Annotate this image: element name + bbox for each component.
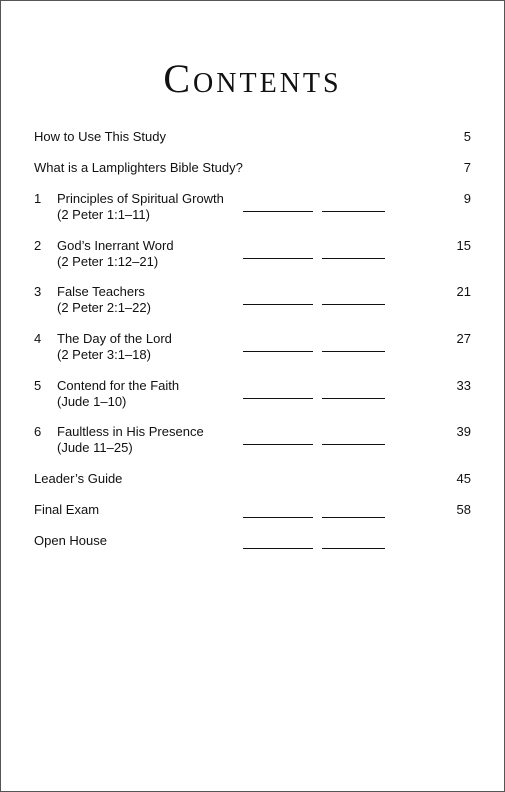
- toc-entry-title: Leader’s Guide: [34, 471, 123, 486]
- lesson-title: Principles of Spiritual Growth: [57, 191, 224, 206]
- date-blank-1: [243, 351, 313, 352]
- date-blank-1: [243, 444, 313, 445]
- lesson-title: False Teachers: [57, 284, 145, 299]
- lesson-title-block: [57, 424, 257, 456]
- lesson-number: 6: [34, 424, 42, 439]
- lesson-reference: (2 Peter 2:1–22): [57, 300, 151, 315]
- toc-entry-page: 45: [456, 471, 471, 486]
- lesson-title: Contend for the Faith: [57, 378, 180, 393]
- lesson-title-block: [57, 284, 257, 316]
- date-blank-2: [322, 351, 385, 352]
- lesson-title: God’s Inerrant Word: [57, 238, 174, 253]
- date-blank-2: [322, 517, 385, 518]
- date-blank-1: [243, 304, 313, 305]
- date-blank-2: [322, 444, 385, 445]
- toc-entry-page: 27: [456, 331, 471, 346]
- toc-entry-page: 5: [463, 129, 471, 144]
- lesson-title-block: [57, 191, 257, 223]
- lesson-number: 3: [34, 284, 42, 299]
- toc-entry-page: 9: [463, 191, 471, 206]
- toc-entry-page: 7: [463, 160, 471, 175]
- toc-entry-page: 33: [456, 378, 471, 393]
- toc-entry-page: 39: [456, 424, 471, 439]
- lesson-title-block: [57, 331, 257, 363]
- date-blank-2: [322, 258, 385, 259]
- lesson-number: 1: [34, 191, 42, 206]
- toc-entry-page: 21: [456, 284, 471, 299]
- toc-entry-title: What is a Lamplighters Bible Study?: [34, 160, 243, 175]
- lesson-reference: (2 Peter 1:12–21): [57, 254, 159, 269]
- lesson-title-block: [57, 238, 257, 270]
- lesson-reference: (2 Peter 1:1–11): [57, 207, 150, 222]
- date-blank-1: [243, 517, 313, 518]
- date-blank-2: [322, 398, 385, 399]
- toc-entry-title: Open House: [34, 533, 107, 548]
- date-blank-1: [243, 211, 313, 212]
- lesson-reference: (Jude 11–25): [57, 440, 133, 455]
- date-blank-2: [322, 211, 385, 212]
- toc-entry-title: How to Use This Study: [34, 129, 166, 144]
- date-blank-1: [243, 548, 313, 549]
- lesson-title-block: [57, 378, 257, 410]
- lesson-number: 5: [34, 378, 42, 393]
- toc-entry-page: 58: [456, 502, 471, 517]
- date-blank-1: [243, 398, 313, 399]
- date-blank-2: [322, 548, 385, 549]
- page-title: Contents: [163, 56, 342, 101]
- lesson-reference: (Jude 1–10): [57, 394, 127, 409]
- toc-entry-page: 15: [456, 238, 471, 253]
- date-blank-1: [243, 258, 313, 259]
- lesson-title: The Day of the Lord: [57, 331, 172, 346]
- toc-entry-title: Final Exam: [34, 502, 100, 517]
- date-blank-2: [322, 304, 385, 305]
- lesson-number: 2: [34, 238, 42, 253]
- lesson-number: 4: [34, 331, 42, 346]
- lesson-reference: (2 Peter 3:1–18): [57, 347, 151, 362]
- lesson-title: Faultless in His Presence: [57, 424, 204, 439]
